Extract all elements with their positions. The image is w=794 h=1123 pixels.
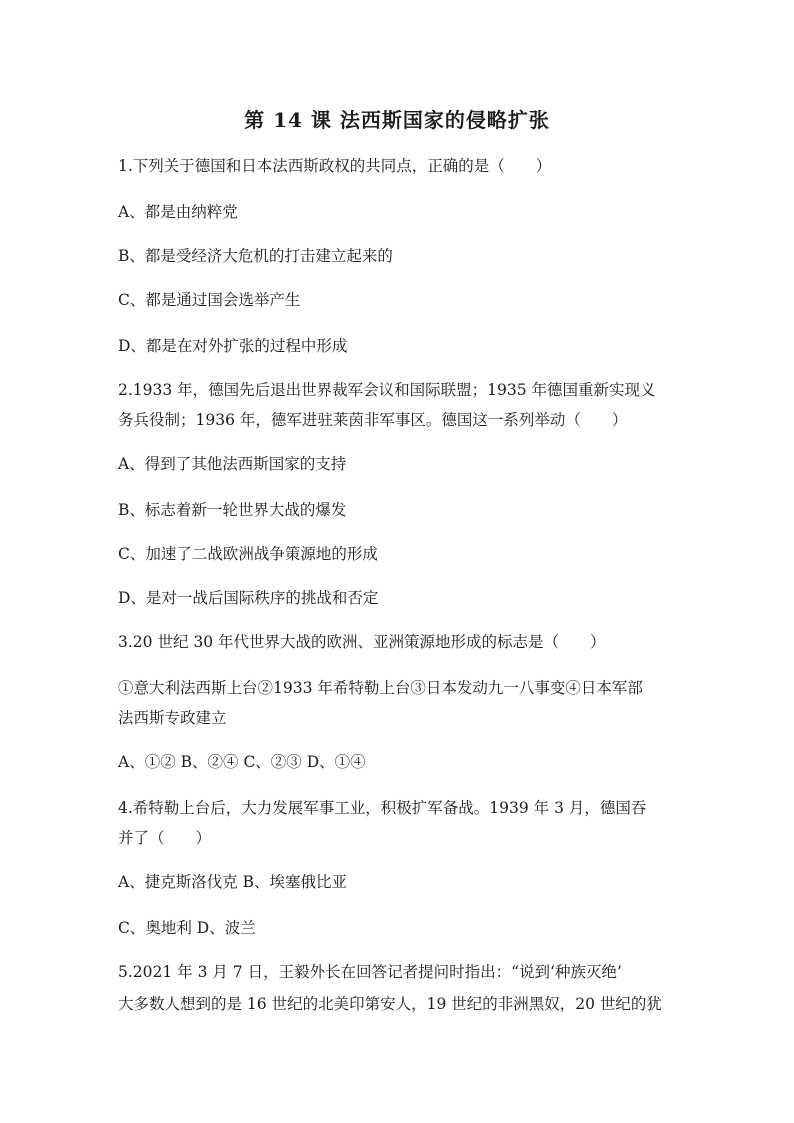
- question-3-context-line-1: ①意大利法西斯上台②1933 年希特勒上台③日本发动九一八事变④日本军部: [118, 679, 643, 697]
- question-3-context-line-2: 法西斯专政建立: [118, 709, 227, 727]
- question-1-option-a: A、都是由纳粹党: [118, 203, 238, 221]
- question-1-stem: 1.下列关于德国和日本法西斯政权的共同点，正确的是（ ）: [118, 157, 552, 175]
- question-1-option-d: D、都是在对外扩张的过程中形成: [118, 337, 348, 355]
- question-1-option-b: B、都是受经济大危机的打击建立起来的: [118, 247, 393, 265]
- question-4-options-row-2: C、奥地利 D、波兰: [118, 919, 256, 937]
- question-5-stem-line-1: 5.2021 年 3 月 7 日，王毅外长在回答记者提问时指出：“说到‘种族灭绝’: [118, 963, 622, 981]
- question-4-stem-line-1: 4.希特勒上台后，大力发展军事工业，积极扩军备战。1939 年 3 月，德国吞: [118, 799, 647, 817]
- question-5-stem-line-2: 大多数人想到的是 16 世纪的北美印第安人，19 世纪的非洲黑奴，20 世纪的犹: [118, 995, 662, 1013]
- page-title: 第 14 课 法西斯国家的侵略扩张: [244, 108, 550, 132]
- question-2-option-a: A、得到了其他法西斯国家的支持: [118, 455, 347, 473]
- question-2-option-d: D、是对一战后国际秩序的挑战和否定: [118, 589, 379, 607]
- question-3-stem: 3.20 世纪 30 年代世界大战的欧洲、亚洲策源地形成的标志是（ ）: [118, 633, 606, 651]
- question-1-option-c: C、都是通过国会选举产生: [118, 291, 301, 309]
- question-2-option-c: C、加速了二战欧洲战争策源地的形成: [118, 545, 378, 563]
- question-2-stem-line-2: 务兵役制；1936 年，德军进驻莱茵非军事区。德国这一系列举动（ ）: [118, 411, 628, 429]
- question-3-options: A、①② B、②④ C、②③ D、①④: [118, 753, 366, 771]
- question-4-options-row-1: A、捷克斯洛伐克 B、埃塞俄比亚: [118, 873, 348, 891]
- question-4-stem-line-2: 并了（ ）: [118, 829, 212, 847]
- question-2-option-b: B、标志着新一轮世界大战的爆发: [118, 501, 347, 519]
- question-2-stem-line-1: 2.1933 年，德国先后退出世界裁军会议和国际联盟；1935 年德国重新实现义: [118, 381, 656, 399]
